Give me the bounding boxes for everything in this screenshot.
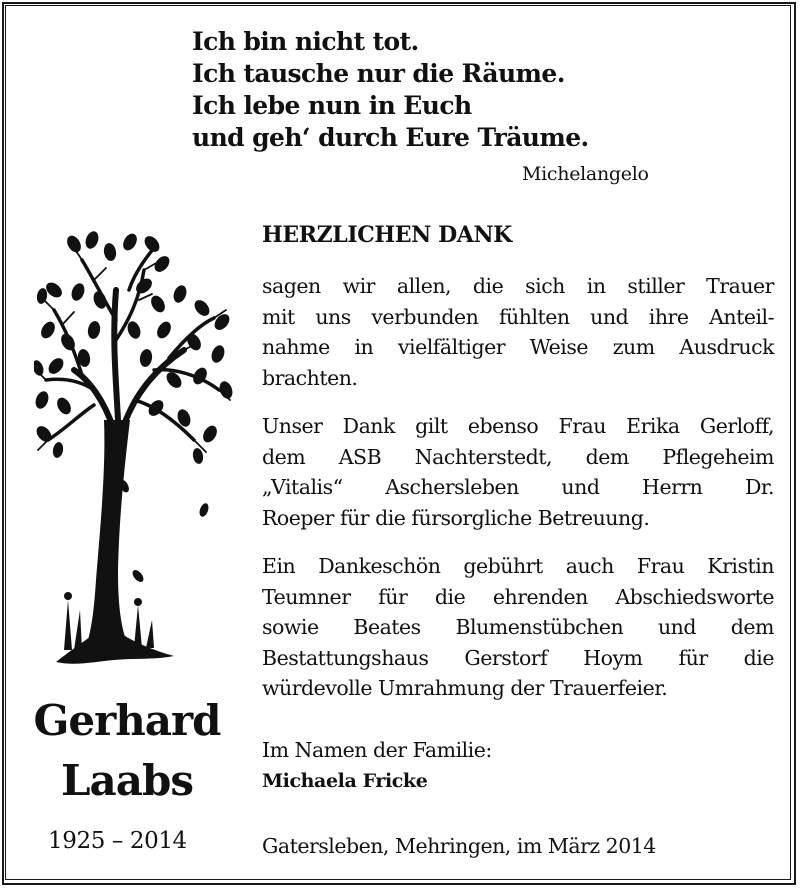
- deceased-years: 1925 – 2014: [48, 828, 187, 854]
- paragraph-2-line: „Vitalis“ Aschersleben und Herrn Dr.: [262, 475, 774, 500]
- deceased-first-name: Gerhard: [33, 696, 221, 745]
- thanks-paragraph-1: [262, 271, 774, 393]
- paragraph-2-line: dem ASB Nachterstedt, dem Pflegeheim: [262, 444, 774, 469]
- paragraph-3-line: Teumner für die ehrenden Abschiedsworte: [262, 584, 774, 609]
- poem-line-3: Ich lebe nun in Euch: [192, 91, 472, 120]
- poem-author: Michelangelo: [522, 163, 649, 185]
- message-heading: HERZLICHEN DANK: [262, 222, 512, 248]
- thanks-paragraph-3: [262, 551, 774, 704]
- signature-label: Im Namen der Familie:: [262, 738, 492, 762]
- paragraph-3-line: würdevolle Umrahmung der Trauerfeier.: [262, 676, 668, 701]
- paragraph-1-line: mit uns verbunden fühlten und ihre Anteil-: [262, 304, 774, 329]
- paragraph-1-line: sagen wir allen, die sich in stiller Trauer: [262, 274, 774, 298]
- paragraph-2-line: Roeper für die fürsorgliche Betreuung.: [262, 505, 650, 530]
- deceased-last-name: Laabs: [61, 756, 193, 805]
- poem-line-4: und geh‘ durch Eure Träume.: [192, 123, 589, 152]
- signature-name: Michaela Fricke: [262, 770, 428, 792]
- paragraph-3-line: Ein Dankeschön gebührt auch Frau Kristin: [262, 554, 774, 578]
- place-date: Gatersleben, Mehringen, im März 2014: [262, 834, 656, 858]
- thanks-paragraph-2: [262, 411, 774, 533]
- poem: [192, 26, 589, 154]
- poem-line-2: Ich tausche nur die Räume.: [192, 59, 565, 88]
- paragraph-3-line: Bestattungshaus Gerstorf Hoym für die: [262, 645, 774, 670]
- poem-line-1: Ich bin nicht tot.: [192, 27, 419, 56]
- paragraph-2-line: Unser Dank gilt ebenso Frau Erika Gerloff,: [262, 414, 774, 438]
- paragraph-1-line: brachten.: [262, 365, 358, 390]
- paragraph-3-line: sowie Beates Blumenstübchen und dem: [262, 615, 774, 640]
- paragraph-1-line: nahme in vielfältiger Weise zum Ausdruck: [262, 335, 774, 360]
- tree-icon: [34, 230, 234, 680]
